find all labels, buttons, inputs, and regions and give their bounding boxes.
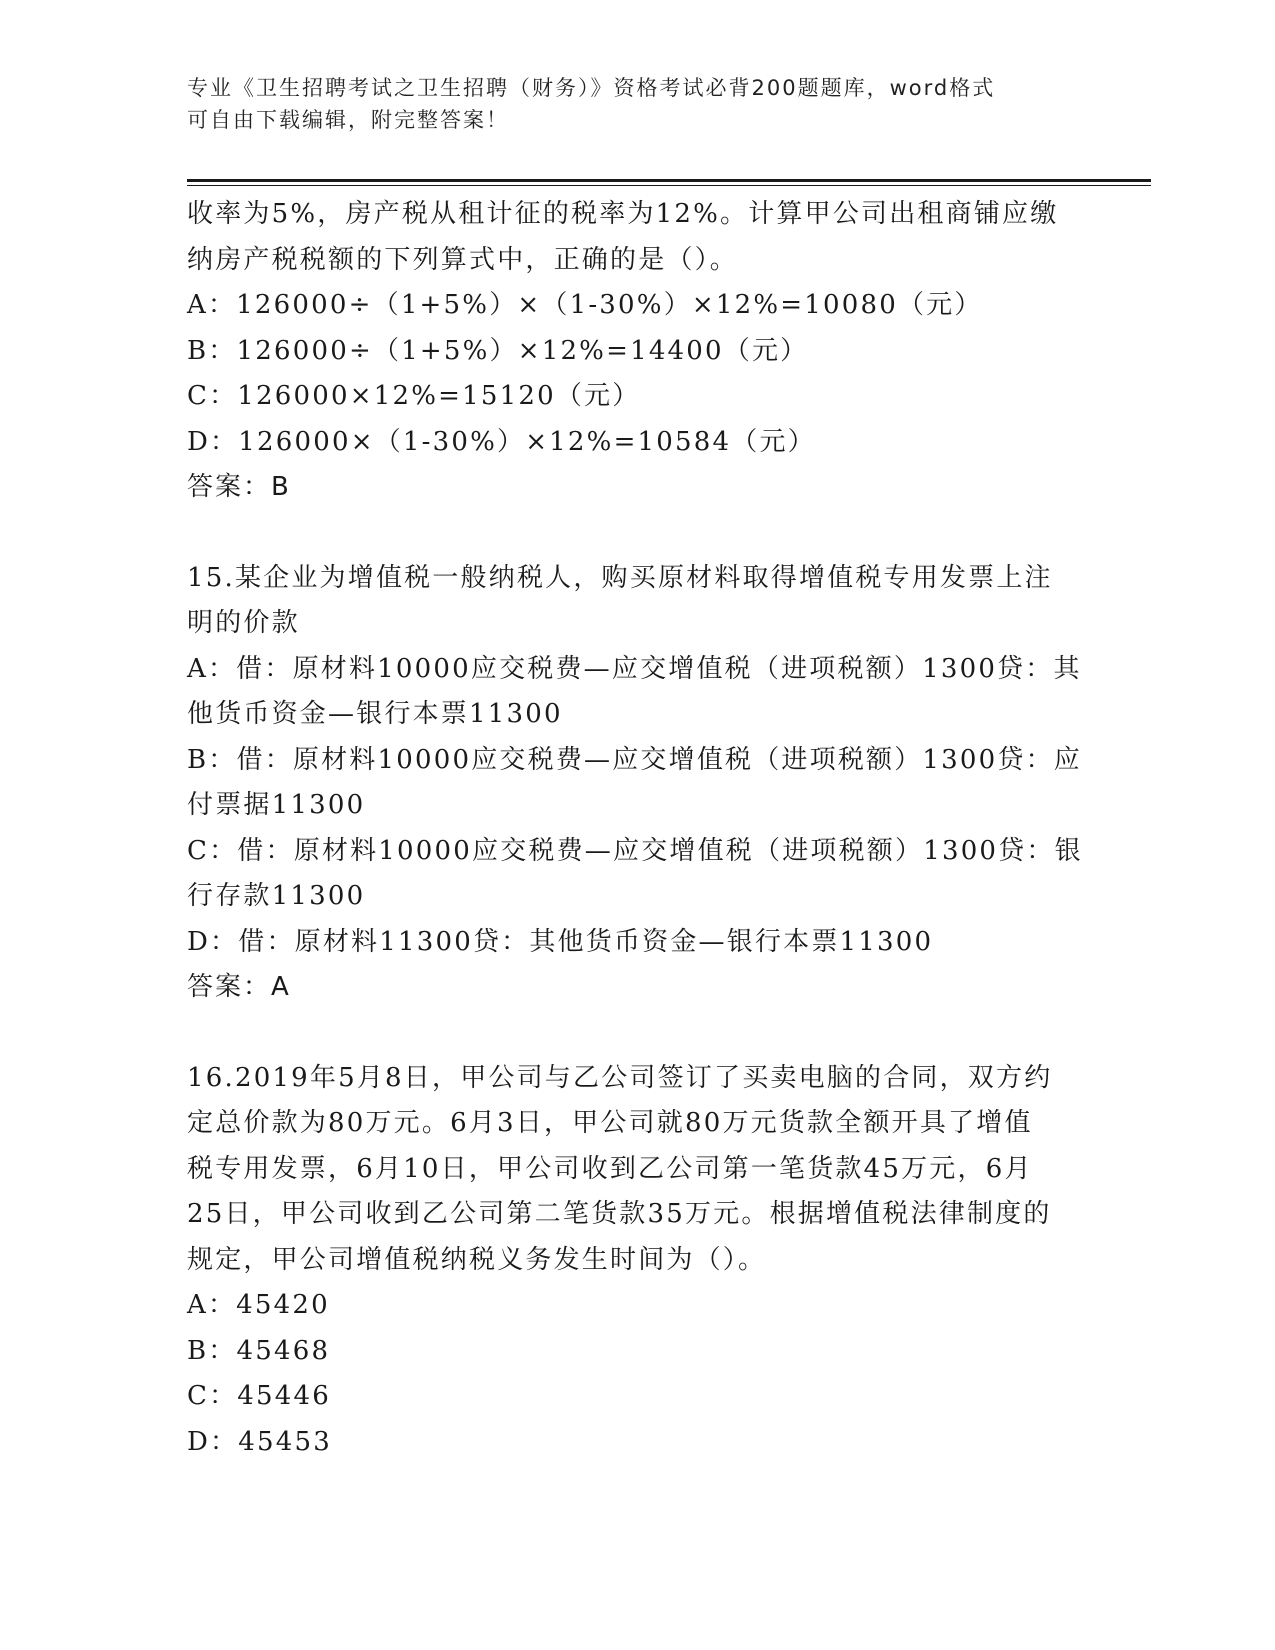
header-title-line2: 可自由下载编辑，附完整答案！ [187, 108, 509, 132]
question-stem-line: 税专用发票，6月10日，甲公司收到乙公司第一笔货款45万元，6月 [187, 1153, 1033, 1184]
document-header [187, 72, 1067, 136]
option-a: A：借：原材料10000应交税费—应交增值税（进项税额）1300贷：其 [187, 653, 1082, 684]
option-c: C：126000×12%=15120（元） [187, 381, 641, 411]
option-a: A：45420 [187, 1290, 330, 1320]
option-c-continued: 行存款11300 [187, 881, 366, 911]
question-15 [187, 556, 1087, 1011]
question-stem-line: 收率为5%，房产税从租计征的税率为12%。计算甲公司出租商铺应缴 [187, 199, 1059, 229]
option-d: D：45453 [187, 1426, 332, 1457]
header-rule-thin [187, 185, 1151, 186]
option-c: C：借：原材料10000应交税费—应交增值税（进项税额）1300贷：银 [187, 835, 1083, 866]
question-stem-line: 15.某企业为增值税一般纳税人，购买原材料取得增值税专用发票上注 [187, 562, 1053, 593]
question-16 [187, 1056, 1087, 1466]
header-rule-thick [187, 179, 1151, 182]
answer-label: 答案：A [187, 972, 291, 1002]
option-a-continued: 他货币资金—银行本票11300 [187, 699, 563, 729]
answer-label: 答案：B [187, 472, 291, 502]
question-14 [187, 192, 1087, 511]
option-b: B：45468 [187, 1335, 331, 1366]
question-stem-line: 25日，甲公司收到乙公司第二笔货款35万元。根据增值税法律制度的 [187, 1199, 1052, 1229]
question-stem-line: 纳房产税税额的下列算式中，正确的是（）。 [187, 244, 739, 275]
option-b: B：126000÷（1+5%）×12%=14400（元） [187, 335, 809, 366]
question-stem-line: 规定，甲公司增值税纳税义务发生时间为（）。 [187, 1244, 767, 1275]
question-stem-line: 定总价款为80万元。6月3日，甲公司就80万元货款全额开具了增值 [187, 1108, 1033, 1138]
option-c: C：45446 [187, 1381, 332, 1411]
question-stem-line: 16.2019年5月8日，甲公司与乙公司签订了买卖电脑的合同，双方约 [187, 1062, 1053, 1093]
header-title-line1: 专业《卫生招聘考试之卫生招聘（财务）》资格考试必背200题题库，word格式 [187, 76, 996, 100]
document-body [187, 192, 1087, 1465]
option-a: A：126000÷（1+5%）×（1-30%）×12%=10080（元） [187, 290, 983, 320]
option-b: B：借：原材料10000应交税费—应交增值税（进项税额）1300贷：应 [187, 744, 1082, 775]
question-stem-line: 明的价款 [187, 608, 300, 638]
option-d: D：126000×（1-30%）×12%=10584（元） [187, 426, 816, 457]
option-b-continued: 付票据11300 [187, 790, 366, 820]
option-d: D：借：原材料11300贷：其他货币资金—银行本票11300 [187, 926, 934, 957]
